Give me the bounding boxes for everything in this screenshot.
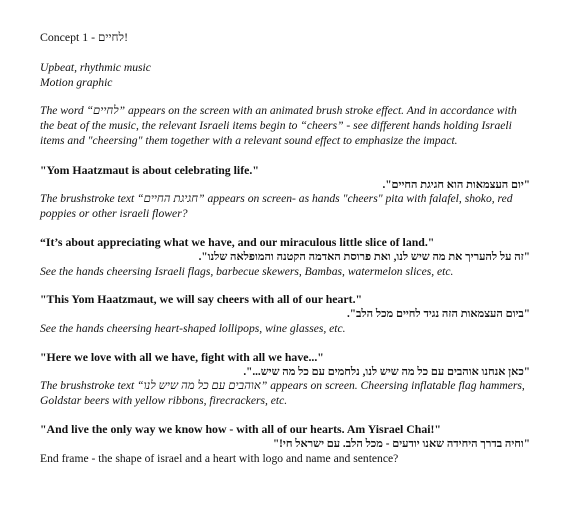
visual-description: The brushstroke text “אוהבים עם כל מה שיש לנו” appears on screen. Cheersing inflatable flag hammers, Goldstar beers with yellow ribbons, firecrackers, etc. <box>40 379 525 408</box>
document-page <box>40 30 530 479</box>
script-section-2 <box>40 235 530 279</box>
hebrew-line: "יום העצמאות הוא חגיגת החיים". <box>382 178 530 191</box>
intro-paragraph: The word “לחיים” appears on the screen with an animated brush stroke effect. And in accordance with the beat of the music, the relevant Israeli items begin to “cheers” - see different hands holding Israeli items and "cheersing" them together with a relevant sound effect to emphasize the impact. <box>40 104 517 147</box>
format-note: Motion graphic <box>40 75 113 89</box>
style-notes <box>40 61 530 91</box>
english-line: "This Yom Haatzmaut, we will say cheers with all of our heart." <box>40 292 363 307</box>
script-section-1 <box>40 163 530 222</box>
script-section-5 <box>40 422 530 466</box>
end-frame-description: End frame - the shape of israel and a heart with logo and name and sentence? <box>40 451 399 465</box>
visual-description: See the hands cheersing heart-shaped lollipops, wine glasses, etc. <box>40 321 346 335</box>
english-line: "Yom Haatzmaut is about celebrating life." <box>40 162 259 177</box>
visual-description: The brushstroke text “חגיגת החיים” appears on screen- as hands "cheers" pita with falafel, shoko, red poppies or other israeli flower? <box>40 192 513 221</box>
english-line: “It’s about appreciating what we have, and our miraculous little slice of land." <box>40 234 435 249</box>
hebrew-line: "כאן אנחנו אוהבים עם כל מה שיש לנו, נלחמים עם כל מה שיש...". <box>243 365 530 378</box>
music-note: Upbeat, rhythmic music <box>40 60 151 74</box>
hebrew-line: "ביום העצמאות הזה נגיד לחיים מכל הלב". <box>346 308 530 321</box>
hebrew-line: "זה על להעריך את מה שיש לנו, ואת פרוסת האדמה הקטנה והמופלאה שלנו". <box>198 250 530 263</box>
visual-description: See the hands cheersing Israeli flags, barbecue skewers, Bambas, watermelon slices, etc. <box>40 264 454 278</box>
english-line: "And live the only way we know how - with all of our hearts. Am Yisrael Chai!" <box>40 421 441 436</box>
hebrew-line: "וחיה בדרך היחידה שאנו יודעים - מכל הלב. עם ישראל חי!" <box>272 437 530 450</box>
script-section-3 <box>40 292 530 336</box>
english-line: "Here we love with all we have, fight with all we have..." <box>40 349 324 364</box>
script-section-4 <box>40 350 530 409</box>
document-title: Concept 1 - לחיים! <box>40 30 128 44</box>
